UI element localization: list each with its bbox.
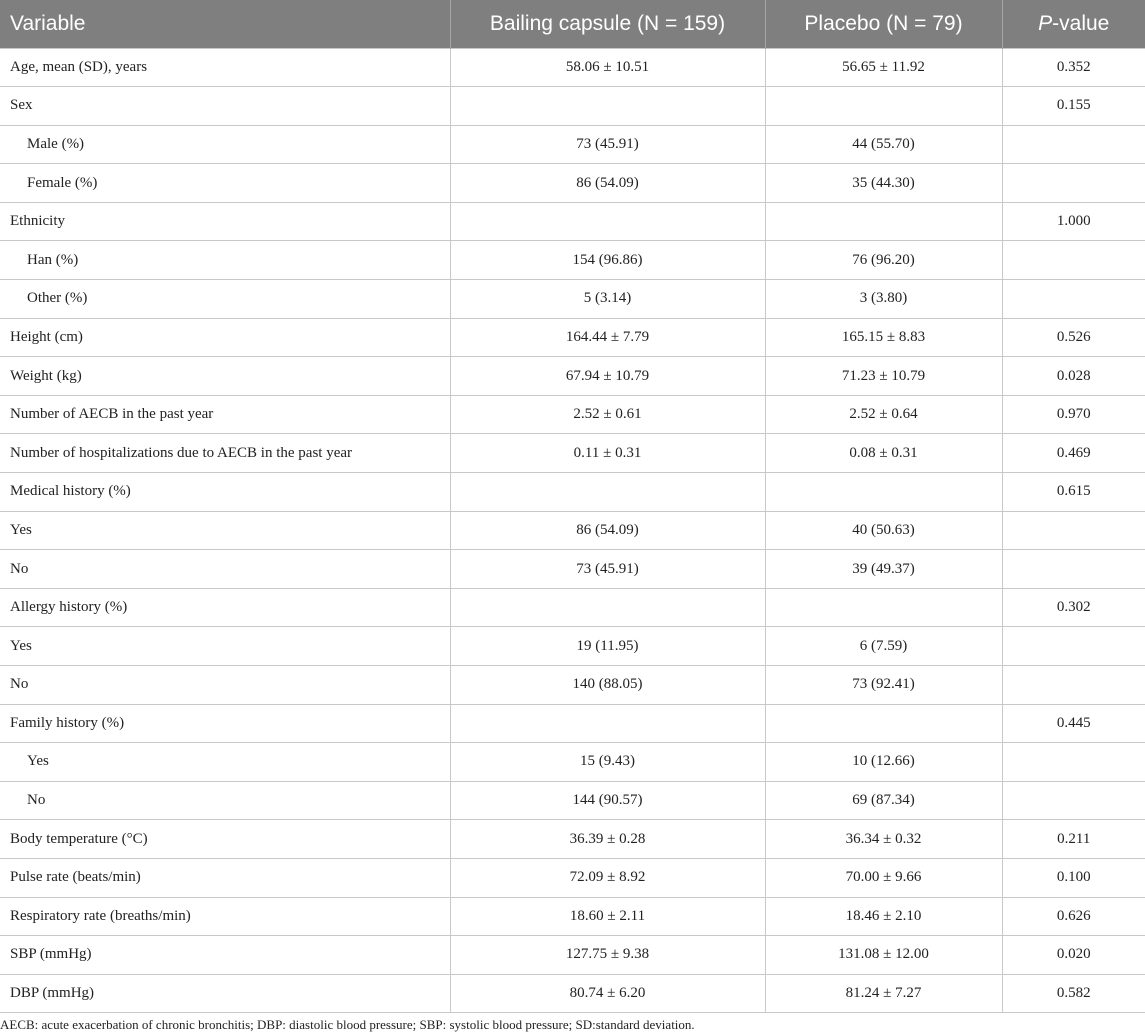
header-variable: Variable <box>10 11 86 35</box>
cell-bailing: 73 (45.91) <box>450 550 765 589</box>
cell-p-value: 0.020 <box>1002 936 1145 975</box>
cell-p-value: 0.970 <box>1002 395 1145 434</box>
cell-placebo: 0.08 ± 0.31 <box>765 434 1002 473</box>
cell-variable: Pulse rate (beats/min) <box>0 858 450 897</box>
cell-variable: Respiratory rate (breaths/min) <box>0 897 450 936</box>
cell-bailing <box>450 202 765 241</box>
cell-bailing: 19 (11.95) <box>450 627 765 666</box>
table-row <box>0 666 1145 705</box>
cell-bailing <box>450 704 765 743</box>
cell-variable: Family history (%) <box>0 704 450 743</box>
cell-variable: No <box>0 666 450 705</box>
table-row <box>0 87 1145 126</box>
cell-variable: Number of AECB in the past year <box>0 395 450 434</box>
cell-placebo: 6 (7.59) <box>765 627 1002 666</box>
cell-placebo: 56.65 ± 11.92 <box>765 48 1002 87</box>
cell-p-value <box>1002 781 1145 820</box>
cell-variable: Height (cm) <box>0 318 450 357</box>
table-row <box>0 473 1145 512</box>
cell-placebo: 36.34 ± 0.32 <box>765 820 1002 859</box>
cell-variable: Yes <box>0 743 450 782</box>
cell-placebo <box>765 202 1002 241</box>
cell-placebo: 165.15 ± 8.83 <box>765 318 1002 357</box>
cell-variable: Male (%) <box>0 125 450 164</box>
table-row <box>0 743 1145 782</box>
cell-bailing: 36.39 ± 0.28 <box>450 820 765 859</box>
cell-placebo: 73 (92.41) <box>765 666 1002 705</box>
table-row <box>0 550 1145 589</box>
cell-p-value: 0.100 <box>1002 858 1145 897</box>
table-row <box>0 48 1145 87</box>
header-p-value <box>1002 0 1145 48</box>
cell-bailing: 5 (3.14) <box>450 280 765 319</box>
header-p-letter: P <box>1038 11 1053 35</box>
table-row <box>0 588 1145 627</box>
cell-variable: Medical history (%) <box>0 473 450 512</box>
cell-variable: DBP (mmHg) <box>0 974 450 1013</box>
cell-placebo: 81.24 ± 7.27 <box>765 974 1002 1013</box>
table-row <box>0 897 1145 936</box>
cell-p-value: 0.302 <box>1002 588 1145 627</box>
cell-p-value: 0.028 <box>1002 357 1145 396</box>
cell-bailing: 80.74 ± 6.20 <box>450 974 765 1013</box>
cell-bailing: 86 (54.09) <box>450 511 765 550</box>
cell-p-value <box>1002 125 1145 164</box>
cell-placebo: 131.08 ± 12.00 <box>765 936 1002 975</box>
table-row <box>0 704 1145 743</box>
cell-bailing: 18.60 ± 2.11 <box>450 897 765 936</box>
cell-bailing: 0.11 ± 0.31 <box>450 434 765 473</box>
cell-placebo: 40 (50.63) <box>765 511 1002 550</box>
cell-bailing: 72.09 ± 8.92 <box>450 858 765 897</box>
cell-p-value: 0.626 <box>1002 897 1145 936</box>
cell-bailing: 67.94 ± 10.79 <box>450 357 765 396</box>
cell-placebo: 76 (96.20) <box>765 241 1002 280</box>
cell-p-value <box>1002 666 1145 705</box>
cell-variable: Female (%) <box>0 164 450 203</box>
cell-placebo <box>765 704 1002 743</box>
cell-variable: Age, mean (SD), years <box>0 48 450 87</box>
cell-p-value: 0.352 <box>1002 48 1145 87</box>
header-placebo: Placebo (N = 79) <box>765 0 1002 48</box>
table-row <box>0 395 1145 434</box>
cell-placebo: 69 (87.34) <box>765 781 1002 820</box>
table-row <box>0 318 1145 357</box>
cell-bailing <box>450 588 765 627</box>
table-row <box>0 241 1145 280</box>
cell-bailing: 140 (88.05) <box>450 666 765 705</box>
cell-variable: Number of hospitalizations due to AECB in the past year <box>0 434 450 473</box>
cell-variable: SBP (mmHg) <box>0 936 450 975</box>
cell-placebo: 71.23 ± 10.79 <box>765 357 1002 396</box>
cell-variable: Ethnicity <box>0 202 450 241</box>
cell-p-value <box>1002 743 1145 782</box>
cell-p-value: 0.155 <box>1002 87 1145 126</box>
table-row <box>0 974 1145 1013</box>
cell-placebo: 39 (49.37) <box>765 550 1002 589</box>
cell-placebo: 44 (55.70) <box>765 125 1002 164</box>
table-row <box>0 434 1145 473</box>
cell-p-value: 0.526 <box>1002 318 1145 357</box>
cell-bailing: 58.06 ± 10.51 <box>450 48 765 87</box>
cell-p-value: 1.000 <box>1002 202 1145 241</box>
header-p-suffix: -value <box>1052 11 1110 35</box>
cell-placebo: 18.46 ± 2.10 <box>765 897 1002 936</box>
cell-p-value: 0.582 <box>1002 974 1145 1013</box>
header-bailing-capsule: Bailing capsule (N = 159) <box>450 0 765 48</box>
cell-p-value <box>1002 164 1145 203</box>
cell-placebo: 10 (12.66) <box>765 743 1002 782</box>
cell-bailing: 154 (96.86) <box>450 241 765 280</box>
cell-placebo: 35 (44.30) <box>765 164 1002 203</box>
cell-variable: Yes <box>0 627 450 666</box>
cell-variable: Han (%) <box>0 241 450 280</box>
cell-placebo: 70.00 ± 9.66 <box>765 858 1002 897</box>
table-row <box>0 627 1145 666</box>
cell-placebo: 2.52 ± 0.64 <box>765 395 1002 434</box>
cell-variable: Yes <box>0 511 450 550</box>
table-row <box>0 125 1145 164</box>
cell-bailing: 164.44 ± 7.79 <box>450 318 765 357</box>
table-header <box>0 0 1145 48</box>
cell-variable: Other (%) <box>0 280 450 319</box>
cell-p-value <box>1002 550 1145 589</box>
cell-bailing <box>450 87 765 126</box>
cell-bailing: 2.52 ± 0.61 <box>450 395 765 434</box>
cell-p-value <box>1002 241 1145 280</box>
table-row <box>0 357 1145 396</box>
cell-bailing: 73 (45.91) <box>450 125 765 164</box>
table-row <box>0 781 1145 820</box>
cell-variable: Weight (kg) <box>0 357 450 396</box>
table-row <box>0 858 1145 897</box>
cell-variable: Allergy history (%) <box>0 588 450 627</box>
cell-p-value: 0.445 <box>1002 704 1145 743</box>
table-row <box>0 164 1145 203</box>
cell-placebo <box>765 588 1002 627</box>
cell-p-value: 0.615 <box>1002 473 1145 512</box>
table-row <box>0 202 1145 241</box>
cell-variable: Sex <box>0 87 450 126</box>
table-row <box>0 820 1145 859</box>
table-row <box>0 280 1145 319</box>
cell-bailing: 127.75 ± 9.38 <box>450 936 765 975</box>
cell-variable: No <box>0 781 450 820</box>
header-row <box>0 0 1145 48</box>
cell-bailing: 144 (90.57) <box>450 781 765 820</box>
cell-placebo: 3 (3.80) <box>765 280 1002 319</box>
cell-bailing: 15 (9.43) <box>450 743 765 782</box>
cell-placebo <box>765 87 1002 126</box>
table-row <box>0 936 1145 975</box>
cell-p-value <box>1002 511 1145 550</box>
cell-p-value: 0.211 <box>1002 820 1145 859</box>
cell-p-value <box>1002 627 1145 666</box>
cell-p-value: 0.469 <box>1002 434 1145 473</box>
cell-placebo <box>765 473 1002 512</box>
table-footnote: AECB: acute exacerbation of chronic bronchitis; DBP: diastolic blood pressure; SBP: systolic blood pressure; SD:standard deviation. <box>0 1017 695 1032</box>
cell-variable: Body temperature (°C) <box>0 820 450 859</box>
table-body <box>0 48 1145 1013</box>
table-row <box>0 511 1145 550</box>
cell-variable: No <box>0 550 450 589</box>
cell-p-value <box>1002 280 1145 319</box>
cell-bailing: 86 (54.09) <box>450 164 765 203</box>
cell-bailing <box>450 473 765 512</box>
